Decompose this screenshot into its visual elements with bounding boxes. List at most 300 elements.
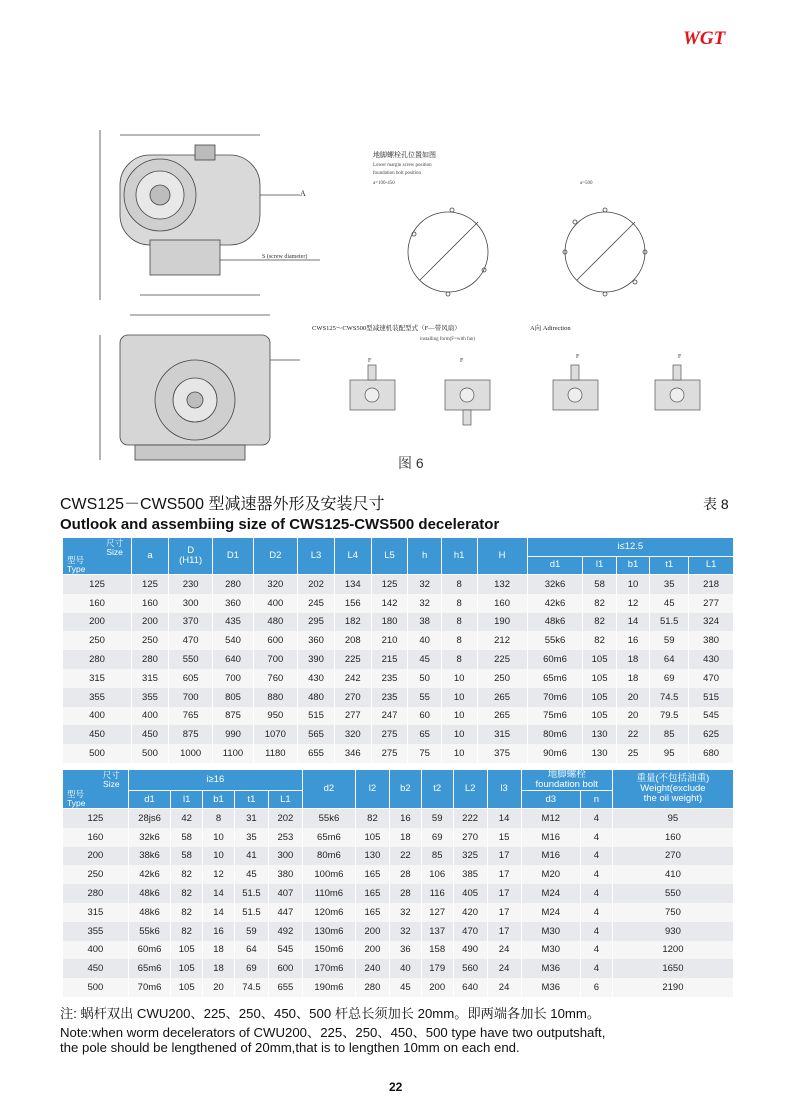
table-cell: 210 bbox=[371, 631, 408, 650]
table-cell: 125 bbox=[132, 575, 169, 594]
table-cell: 277 bbox=[334, 707, 371, 726]
table-cell: 12 bbox=[203, 865, 235, 884]
table-cell: 31 bbox=[234, 809, 268, 828]
table-cell: 82 bbox=[171, 903, 203, 922]
table-cell: 90m6 bbox=[527, 744, 583, 763]
table-cell: 470 bbox=[168, 631, 213, 650]
header-d3: d3 bbox=[521, 790, 580, 808]
table-cell: 250 bbox=[63, 631, 132, 650]
table-cell: 18 bbox=[616, 650, 649, 669]
table-cell: M30 bbox=[521, 941, 580, 960]
table-cell: 4 bbox=[581, 847, 613, 866]
table-cell: 20 bbox=[203, 978, 235, 997]
table-cell: 75m6 bbox=[527, 707, 583, 726]
table-cell: 280 bbox=[132, 650, 169, 669]
table-cell: 360 bbox=[213, 594, 253, 613]
table-cell: 4 bbox=[581, 922, 613, 941]
table-cell: 180 bbox=[371, 613, 408, 632]
table-cell: 470 bbox=[689, 669, 734, 688]
table-cell: 405 bbox=[453, 884, 487, 903]
table-cell: 430 bbox=[298, 669, 335, 688]
header-t1: t1 bbox=[650, 556, 689, 575]
table-cell: 875 bbox=[168, 725, 213, 744]
table-cell: 160 bbox=[63, 828, 129, 847]
table-cell: 16 bbox=[203, 922, 235, 941]
table-cell: 116 bbox=[421, 884, 453, 903]
table-cell: 82 bbox=[171, 865, 203, 884]
table-cell: 765 bbox=[168, 707, 213, 726]
table-cell: 500 bbox=[63, 978, 129, 997]
header-group-ratio: i≤12.5 bbox=[527, 538, 733, 557]
table-cell: 22 bbox=[616, 725, 649, 744]
table-cell: 700 bbox=[213, 669, 253, 688]
table-cell: 200 bbox=[421, 978, 453, 997]
header-d2: d2 bbox=[302, 770, 355, 809]
table-cell: 130 bbox=[583, 725, 616, 744]
table-cell: 8 bbox=[441, 575, 477, 594]
table-cell: 105 bbox=[171, 959, 203, 978]
table-cell: 346 bbox=[334, 744, 371, 763]
table-cell: 420 bbox=[453, 903, 487, 922]
table-cell: 500 bbox=[63, 744, 132, 763]
table-cell: 300 bbox=[268, 847, 302, 866]
table-cell: 58 bbox=[171, 828, 203, 847]
table-cell: 400 bbox=[63, 941, 129, 960]
table-cell: 20 bbox=[616, 707, 649, 726]
table-cell: 315 bbox=[63, 669, 132, 688]
table-cell: 680 bbox=[689, 744, 734, 763]
table-cell: 215 bbox=[371, 650, 408, 669]
table-cell: 65m6 bbox=[302, 828, 355, 847]
table-cell: 380 bbox=[268, 865, 302, 884]
table-cell: 230 bbox=[168, 575, 213, 594]
table-cell: 10 bbox=[441, 744, 477, 763]
table-cell: 315 bbox=[132, 669, 169, 688]
table-cell: 24 bbox=[487, 978, 521, 997]
fan-label-3: F bbox=[576, 354, 580, 360]
table-cell: 105 bbox=[171, 978, 203, 997]
table-cell: 8 bbox=[441, 631, 477, 650]
header-d1: d1 bbox=[128, 790, 170, 808]
header-h: h bbox=[408, 538, 441, 575]
table-row bbox=[63, 631, 734, 650]
technical-drawings bbox=[0, 100, 800, 480]
table-cell: 105 bbox=[171, 941, 203, 960]
table-cell: 600 bbox=[268, 959, 302, 978]
table-row bbox=[63, 978, 734, 997]
note-en-2: the pole should be lengthened of 20mm,that is to lengthen 10mm on each end. bbox=[60, 1040, 520, 1055]
table-cell: 540 bbox=[213, 631, 253, 650]
table-cell: 190 bbox=[477, 613, 527, 632]
table-cell: 270 bbox=[612, 847, 733, 866]
table-cell: 64 bbox=[650, 650, 689, 669]
table-cell: 324 bbox=[689, 613, 734, 632]
table-cell: 280 bbox=[63, 884, 129, 903]
table-cell: 40 bbox=[389, 959, 421, 978]
table-cell: 82 bbox=[171, 884, 203, 903]
table-cell: 22 bbox=[389, 847, 421, 866]
table-cell: 42k6 bbox=[128, 865, 170, 884]
table-cell: 16 bbox=[616, 631, 649, 650]
header-b2: b2 bbox=[389, 770, 421, 809]
table-cell: 105 bbox=[355, 828, 389, 847]
table-row bbox=[63, 594, 734, 613]
table-cell: 165 bbox=[355, 865, 389, 884]
table-cell: 315 bbox=[477, 725, 527, 744]
table-cell: 74.5 bbox=[650, 688, 689, 707]
foundation-circle-a bbox=[408, 208, 488, 296]
table-cell: 105 bbox=[583, 707, 616, 726]
table-cell: 400 bbox=[63, 707, 132, 726]
table-row bbox=[63, 922, 734, 941]
range-label-2: a=500 bbox=[580, 181, 593, 186]
table-cell: 182 bbox=[334, 613, 371, 632]
table-cell: 69 bbox=[421, 828, 453, 847]
table-cell: 10 bbox=[441, 707, 477, 726]
foundation-note-en2: foundation bolt position bbox=[373, 171, 422, 176]
range-label-1: a=100-450 bbox=[373, 181, 395, 186]
table-cell: 385 bbox=[453, 865, 487, 884]
table-cell: 355 bbox=[132, 688, 169, 707]
table-cell: M30 bbox=[521, 922, 580, 941]
table-cell: 930 bbox=[612, 922, 733, 941]
table-cell: 134 bbox=[334, 575, 371, 594]
table-cell: 105 bbox=[583, 688, 616, 707]
table-cell: 1100 bbox=[213, 744, 253, 763]
table-cell: 85 bbox=[650, 725, 689, 744]
table-cell: 750 bbox=[612, 903, 733, 922]
table-cell: 1070 bbox=[253, 725, 298, 744]
table-row bbox=[63, 744, 734, 763]
table-cell: 82 bbox=[583, 631, 616, 650]
table-cell: 447 bbox=[268, 903, 302, 922]
table-cell: 132 bbox=[477, 575, 527, 594]
table-cell: 95 bbox=[612, 809, 733, 828]
table-cell: 400 bbox=[253, 594, 298, 613]
table-cell: 69 bbox=[234, 959, 268, 978]
header-l2: l2 bbox=[355, 770, 389, 809]
table-cell: 370 bbox=[168, 613, 213, 632]
table-row bbox=[63, 847, 734, 866]
table-cell: 880 bbox=[253, 688, 298, 707]
table-cell: 208 bbox=[334, 631, 371, 650]
table-cell: 242 bbox=[334, 669, 371, 688]
table-row bbox=[63, 865, 734, 884]
table-cell: 38k6 bbox=[128, 847, 170, 866]
table-cell: 600 bbox=[253, 631, 298, 650]
table-cell: 565 bbox=[298, 725, 335, 744]
table-cell: 430 bbox=[689, 650, 734, 669]
table-cell: 156 bbox=[334, 594, 371, 613]
table-cell: 36 bbox=[389, 941, 421, 960]
table-number: 表 8 bbox=[703, 496, 729, 512]
table-cell: 17 bbox=[487, 884, 521, 903]
table-cell: 410 bbox=[612, 865, 733, 884]
table-row bbox=[63, 650, 734, 669]
table-cell: 990 bbox=[213, 725, 253, 744]
table-cell: 65m6 bbox=[527, 669, 583, 688]
table-cell: 32k6 bbox=[128, 828, 170, 847]
table-cell: 12 bbox=[616, 594, 649, 613]
table-cell: 75 bbox=[408, 744, 441, 763]
table-cell: 125 bbox=[63, 575, 132, 594]
table-cell: 60 bbox=[408, 707, 441, 726]
table-cell: 100m6 bbox=[302, 865, 355, 884]
table-cell: 137 bbox=[421, 922, 453, 941]
header-l1: l1 bbox=[583, 556, 616, 575]
table-cell: 38 bbox=[408, 613, 441, 632]
table-cell: 4 bbox=[581, 941, 613, 960]
table-cell: 640 bbox=[213, 650, 253, 669]
header-n: n bbox=[581, 790, 613, 808]
table-cell: 492 bbox=[268, 922, 302, 941]
header-b1: b1 bbox=[203, 790, 235, 808]
table-cell: 200 bbox=[63, 613, 132, 632]
table-cell: 160 bbox=[612, 828, 733, 847]
table-cell: 250 bbox=[132, 631, 169, 650]
table-row bbox=[63, 575, 734, 594]
table-cell: 60m6 bbox=[128, 941, 170, 960]
table-cell: 55 bbox=[408, 688, 441, 707]
header-D: D (H11) bbox=[168, 538, 213, 575]
table-cell: 480 bbox=[253, 613, 298, 632]
header-weight: 重量(不包括油重) Weight(exclude the oil weight) bbox=[612, 770, 733, 809]
table-cell: 270 bbox=[453, 828, 487, 847]
table-cell: 28 bbox=[389, 865, 421, 884]
table-cell: 105 bbox=[583, 650, 616, 669]
table-cell: 390 bbox=[298, 650, 335, 669]
table-cell: 10 bbox=[441, 725, 477, 744]
table-cell: 40 bbox=[408, 631, 441, 650]
table-cell: 8 bbox=[441, 613, 477, 632]
table-cell: 51.5 bbox=[234, 903, 268, 922]
assembly-caption-en: installing form(F=with fan) bbox=[420, 337, 476, 342]
table-row bbox=[63, 903, 734, 922]
header-L1: L1 bbox=[689, 556, 734, 575]
table-cell: 59 bbox=[650, 631, 689, 650]
table-cell: 225 bbox=[334, 650, 371, 669]
table-cell: 165 bbox=[355, 884, 389, 903]
table-cell: 245 bbox=[298, 594, 335, 613]
foundation-circle-b bbox=[563, 208, 647, 296]
table-cell: 142 bbox=[371, 594, 408, 613]
table-cell: 1180 bbox=[253, 744, 298, 763]
header-a: a bbox=[132, 538, 169, 575]
table-cell: M36 bbox=[521, 959, 580, 978]
table-cell: 160 bbox=[132, 594, 169, 613]
header-t1: t1 bbox=[234, 790, 268, 808]
table-cell: 85 bbox=[421, 847, 453, 866]
table-cell: 24 bbox=[487, 959, 521, 978]
foundation-note-cn: 地脚螺栓孔位置如图 bbox=[373, 151, 436, 159]
table-cell: 59 bbox=[421, 809, 453, 828]
wgt-logo bbox=[683, 28, 763, 48]
table-cell: 407 bbox=[268, 884, 302, 903]
table-cell: 515 bbox=[689, 688, 734, 707]
table-cell: 605 bbox=[168, 669, 213, 688]
table-1-body bbox=[63, 575, 734, 763]
table-cell: 700 bbox=[253, 650, 298, 669]
table-cell: 545 bbox=[268, 941, 302, 960]
table-cell: M24 bbox=[521, 884, 580, 903]
table-cell: 380 bbox=[689, 631, 734, 650]
table-cell: 450 bbox=[132, 725, 169, 744]
table-cell: 64 bbox=[234, 941, 268, 960]
table-cell: 14 bbox=[616, 613, 649, 632]
table-row bbox=[63, 725, 734, 744]
table-cell: 24 bbox=[487, 941, 521, 960]
table-cell: 515 bbox=[298, 707, 335, 726]
table-cell: 110m6 bbox=[302, 884, 355, 903]
table-cell: 160 bbox=[63, 594, 132, 613]
table-row bbox=[63, 613, 734, 632]
table-cell: 202 bbox=[268, 809, 302, 828]
table-row bbox=[63, 828, 734, 847]
table-2-body bbox=[63, 809, 734, 997]
header-foundation-bolt: 地脚螺栓 foundation bolt bbox=[521, 770, 612, 791]
table-cell: 655 bbox=[298, 744, 335, 763]
fan-label-1: F bbox=[368, 358, 372, 364]
corner-header: 尺寸 Size 型号 Type bbox=[63, 770, 129, 809]
table-cell: 14 bbox=[203, 884, 235, 903]
table-cell: 58 bbox=[171, 847, 203, 866]
table-cell: 490 bbox=[453, 941, 487, 960]
table-cell: 240 bbox=[355, 959, 389, 978]
table-cell: 32 bbox=[408, 594, 441, 613]
table-cell: 315 bbox=[63, 903, 129, 922]
table-cell: 247 bbox=[371, 707, 408, 726]
table-row bbox=[63, 707, 734, 726]
figure-label: 图 6 bbox=[398, 455, 424, 471]
table-cell: 74.5 bbox=[234, 978, 268, 997]
table-cell: M36 bbox=[521, 978, 580, 997]
header-group-ratio: i≥16 bbox=[128, 770, 302, 791]
header-H: H bbox=[477, 538, 527, 575]
foundation-note-en1: Lower margin screw position bbox=[373, 163, 432, 168]
table-cell: 190m6 bbox=[302, 978, 355, 997]
table-cell: 45 bbox=[234, 865, 268, 884]
table-cell: M16 bbox=[521, 847, 580, 866]
table-cell: 1000 bbox=[168, 744, 213, 763]
table-cell: 1200 bbox=[612, 941, 733, 960]
table-cell: 625 bbox=[689, 725, 734, 744]
table-cell: 127 bbox=[421, 903, 453, 922]
table-cell: 48k6 bbox=[128, 903, 170, 922]
table-cell: 10 bbox=[441, 669, 477, 688]
table-cell: 470 bbox=[453, 922, 487, 941]
table-cell: 60m6 bbox=[527, 650, 583, 669]
table-cell: 65m6 bbox=[128, 959, 170, 978]
table-cell: 42 bbox=[171, 809, 203, 828]
table-cell: 545 bbox=[689, 707, 734, 726]
direction-label: A bbox=[300, 189, 306, 198]
assembly-caption-cn: CWS125～CWS500型减速机装配型式（F—带风扇） bbox=[312, 325, 461, 332]
table-row bbox=[63, 669, 734, 688]
table-cell: 10 bbox=[441, 688, 477, 707]
table-cell: 41 bbox=[234, 847, 268, 866]
table-cell: 82 bbox=[171, 922, 203, 941]
table-cell: 200 bbox=[63, 847, 129, 866]
table-cell: 20 bbox=[616, 688, 649, 707]
table-cell: 65 bbox=[408, 725, 441, 744]
table-cell: M20 bbox=[521, 865, 580, 884]
table-cell: 51.5 bbox=[234, 884, 268, 903]
front-view-drawing bbox=[100, 335, 300, 460]
table-cell: 105 bbox=[583, 669, 616, 688]
table-cell: 4 bbox=[581, 959, 613, 978]
header-L4: L4 bbox=[334, 538, 371, 575]
table-cell: 18 bbox=[616, 669, 649, 688]
table-cell: 4 bbox=[581, 809, 613, 828]
table-cell: 250 bbox=[477, 669, 527, 688]
table-cell: 300 bbox=[168, 594, 213, 613]
table-cell: 125 bbox=[63, 809, 129, 828]
header-l3: l3 bbox=[487, 770, 521, 809]
table-cell: 270 bbox=[334, 688, 371, 707]
table-cell: 8 bbox=[441, 594, 477, 613]
table-cell: 275 bbox=[371, 725, 408, 744]
table-cell: 69 bbox=[650, 669, 689, 688]
table-cell: 45 bbox=[408, 650, 441, 669]
assembly-forms bbox=[350, 365, 700, 425]
table-cell: 212 bbox=[477, 631, 527, 650]
table-cell: 120m6 bbox=[302, 903, 355, 922]
table-cell: 32 bbox=[389, 903, 421, 922]
table-cell: 55k6 bbox=[302, 809, 355, 828]
table-cell: 170m6 bbox=[302, 959, 355, 978]
table-cell: 48k6 bbox=[128, 884, 170, 903]
header-L5: L5 bbox=[371, 538, 408, 575]
dimensions-table-1 bbox=[62, 537, 734, 763]
title-cn: CWS125－CWS500 型减速器外形及安装尺寸 bbox=[60, 496, 385, 513]
table-cell: 235 bbox=[371, 688, 408, 707]
table-cell: 28 bbox=[389, 884, 421, 903]
table-cell: 6 bbox=[581, 978, 613, 997]
table-cell: 50 bbox=[408, 669, 441, 688]
table-cell: 28js6 bbox=[128, 809, 170, 828]
table-cell: 265 bbox=[477, 707, 527, 726]
table-cell: 18 bbox=[203, 959, 235, 978]
table-cell: 55k6 bbox=[527, 631, 583, 650]
table-cell: 55k6 bbox=[128, 922, 170, 941]
dimensions-table-2 bbox=[62, 769, 734, 997]
a-direction-label: A向 Adirection bbox=[530, 325, 571, 332]
table-cell: 280 bbox=[63, 650, 132, 669]
table-cell: 805 bbox=[213, 688, 253, 707]
table-cell: 130 bbox=[583, 744, 616, 763]
table-cell: 17 bbox=[487, 922, 521, 941]
table-cell: 1650 bbox=[612, 959, 733, 978]
table-cell: 218 bbox=[689, 575, 734, 594]
table-cell: 250 bbox=[63, 865, 129, 884]
table-cell: 130 bbox=[355, 847, 389, 866]
table-cell: 655 bbox=[268, 978, 302, 997]
table-cell: 80m6 bbox=[527, 725, 583, 744]
table-cell: 15 bbox=[487, 828, 521, 847]
table-cell: 875 bbox=[213, 707, 253, 726]
table-row bbox=[63, 688, 734, 707]
table-row bbox=[63, 884, 734, 903]
table-cell: 14 bbox=[203, 903, 235, 922]
table-cell: 25 bbox=[616, 744, 649, 763]
table-cell: 45 bbox=[389, 978, 421, 997]
table-cell: 450 bbox=[63, 725, 132, 744]
table-cell: 179 bbox=[421, 959, 453, 978]
table-cell: 8 bbox=[203, 809, 235, 828]
table-cell: 320 bbox=[334, 725, 371, 744]
table-cell: 150m6 bbox=[302, 941, 355, 960]
table-cell: 275 bbox=[371, 744, 408, 763]
